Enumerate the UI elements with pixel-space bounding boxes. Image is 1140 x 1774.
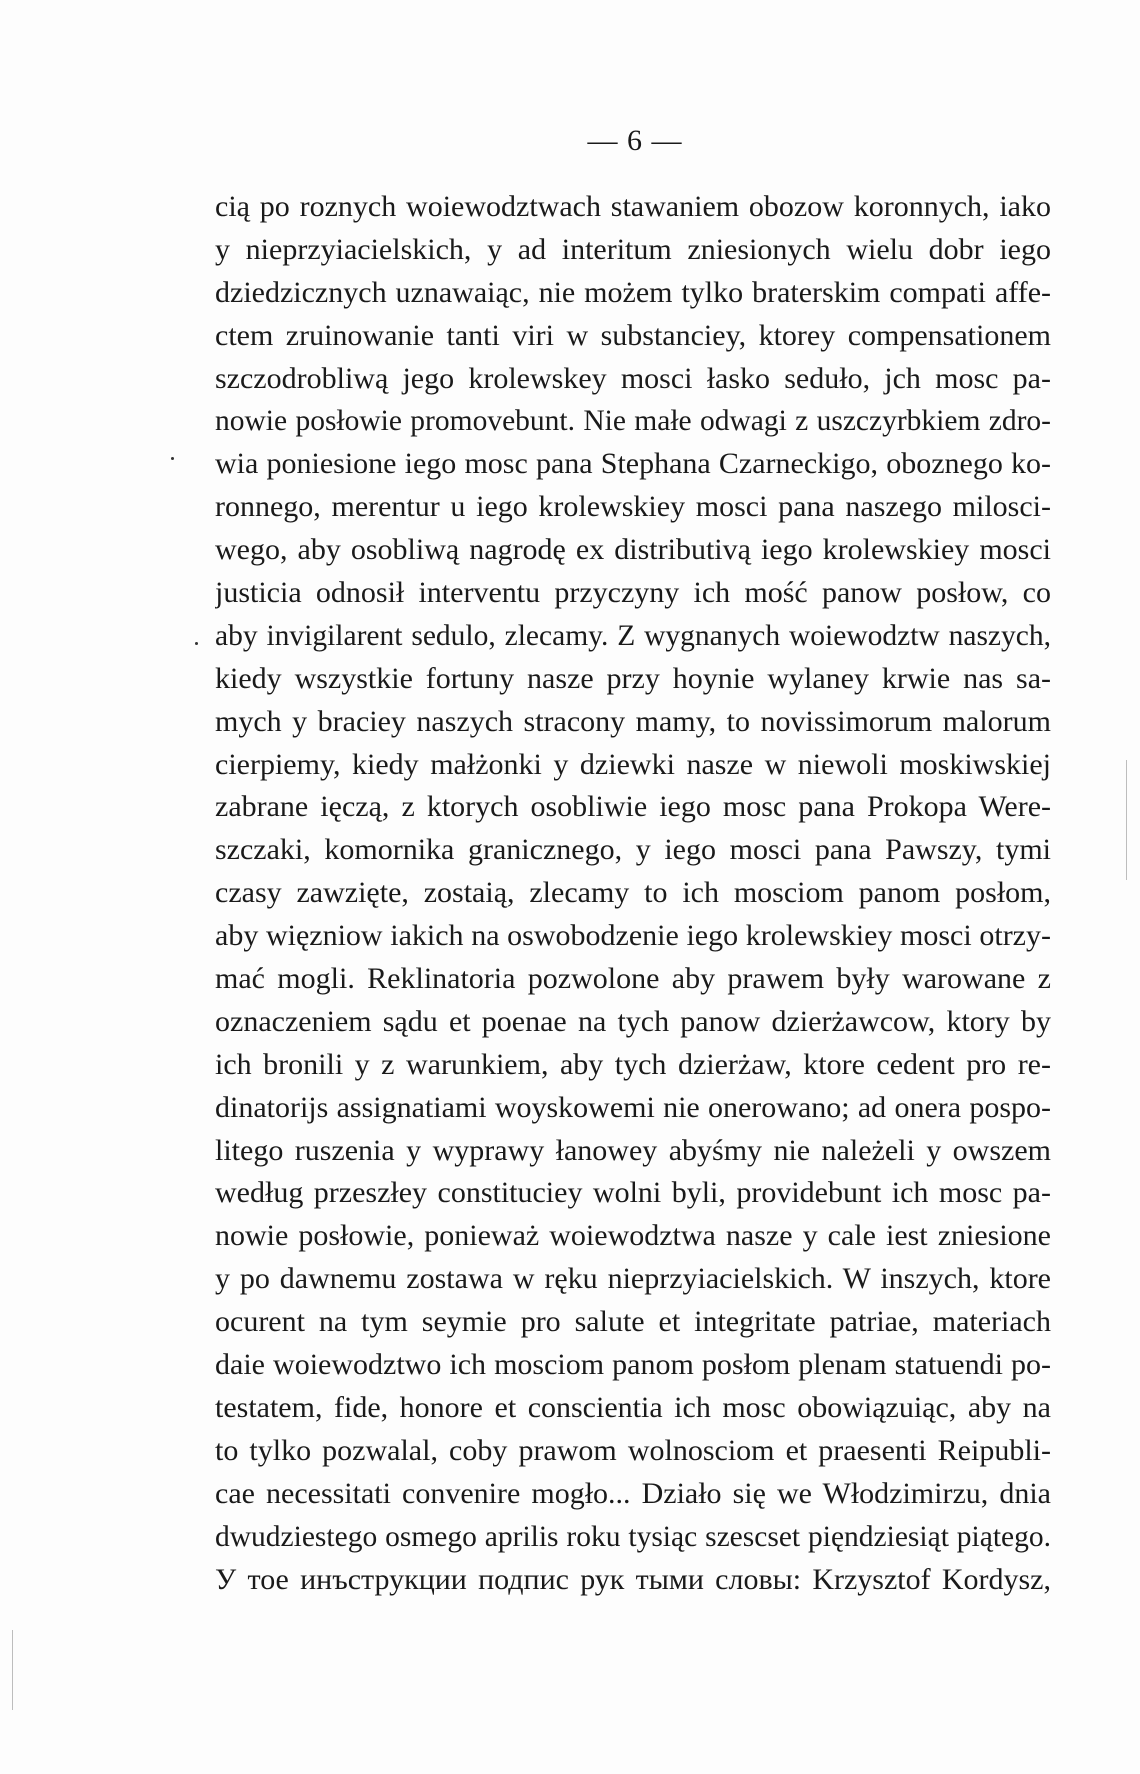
text-line: cierpiemy, kiedy małżonki y dziewki nasze w niewoli moskiwskiej [215, 747, 1051, 781]
text-line: według przeszłey constituciey wolni byli, providebunt ich mosc pa- [215, 1176, 1051, 1210]
text-line: wia poniesione iego mosc pana Stephana Czarneckigo, oboznego ko- [215, 447, 1051, 481]
text-line: czasy zawzięte, zostaią, zlecamy to ich mosciom panom posłom, [215, 876, 1051, 910]
text-line: mych y braciey naszych stracony mamy, to novissimorum malorum [215, 704, 1051, 738]
text-line: testatem, fide, honore et conscientia ich mosc obowiązuiąc, aby na [215, 1390, 1051, 1424]
scan-speck [195, 642, 198, 645]
text-line: ich bronili y z warunkiem, aby tych dzierżaw, ktore cedent pro re- [215, 1047, 1051, 1081]
scan-edge-mark [1126, 760, 1127, 880]
text-line: wego, aby osobliwą nagrodę ex distributivą iego krolewskiey mosci [215, 533, 1051, 567]
text-line: mać mogli. Reklinatoria pozwolone aby prawem były warowane z [215, 962, 1051, 996]
text-line: daie woiewodztwo ich mosciom panom posłom plenam statuendi po- [215, 1348, 1051, 1382]
page-number: — 6 — [587, 124, 683, 157]
text-line: nowie posłowie promovebunt. Nie małe odwagi z uszczyrbkiem zdro- [215, 405, 1051, 438]
text-line: litego ruszenia y wyprawy łanowey abyśmy nie należeli y owszem [215, 1133, 1051, 1167]
body-text [215, 186, 1051, 1601]
text-line: ocurent na tym seymie pro salute et integritate patriae, materiach [215, 1305, 1051, 1339]
text-line: justicia odnosił interventu przyczyny ich mość panow posłow, co [215, 576, 1051, 610]
text-line: aby invigilarent sedulo, zlecamy. Z wygnanych woiewodztw naszych, [215, 619, 1051, 652]
text-line: cae necessitati convenire mogło... Działo się we Włodzimirzu, dnia [215, 1476, 1051, 1510]
text-line: cią po roznych woiewodztwach stawaniem obozow koronnych, iako [215, 190, 1051, 223]
text-line: dinatorijs assignatiami woyskowemi nie onerowano; ad onera pospo- [215, 1090, 1051, 1124]
text-line: ctem zruinowanie tanti viri w substanciey, ktorey compensationem [215, 318, 1051, 352]
scan-edge-mark [12, 1630, 13, 1710]
text-line: zabrane ięczą, z ktorych osobliwie iego mosc pana Prokopa Were- [215, 790, 1051, 824]
text-line: to tylko pozwalal, coby prawom wolnosciom et praesenti Reipubli- [215, 1433, 1051, 1467]
text-line: y nieprzyiacielskich, y ad interitum zniesionych wielu dobr iego [215, 232, 1051, 266]
text-line: dziedzicznych uznawaiąc, nie możem tylko braterskim compati affe- [215, 275, 1051, 309]
text-line: dwudziestego osmego aprilis roku tysiąc szescset pięndziesiąt piątego. [215, 1520, 1051, 1553]
text-line: szczaki, komornika granicznego, y iego mosci pana Pawszy, tymi [215, 833, 1051, 867]
text-line: y po dawnemu zostawa w ręku nieprzyiacielskich. W inszych, ktore [215, 1262, 1051, 1296]
text-line: oznaczeniem sądu et poenae na tych panow dzierżawcow, ktory by [215, 1004, 1051, 1038]
text-line: У тое инъструкции подпис рук тыми словы: Krzysztof Kordysz, [215, 1562, 1051, 1596]
text-line: nowie posłowie, ponieważ woiewodztwa nasze y cale iest zniesione [215, 1219, 1051, 1253]
text-line: szczodrobliwą jego krolewskey mosci łasko seduło, jch mosc pa- [215, 361, 1051, 395]
text-line: ronnego, merentur u iego krolewskiey mosci pana naszego milosci- [215, 490, 1051, 524]
text-line: aby więzniow iakich na oswobodzenie iego krolewskiey mosci otrzy- [215, 919, 1051, 953]
text-line: kiedy wszystkie fortuny nasze przy hoynie wylaney krwie nas sa- [215, 661, 1051, 695]
scan-speck [171, 457, 174, 460]
